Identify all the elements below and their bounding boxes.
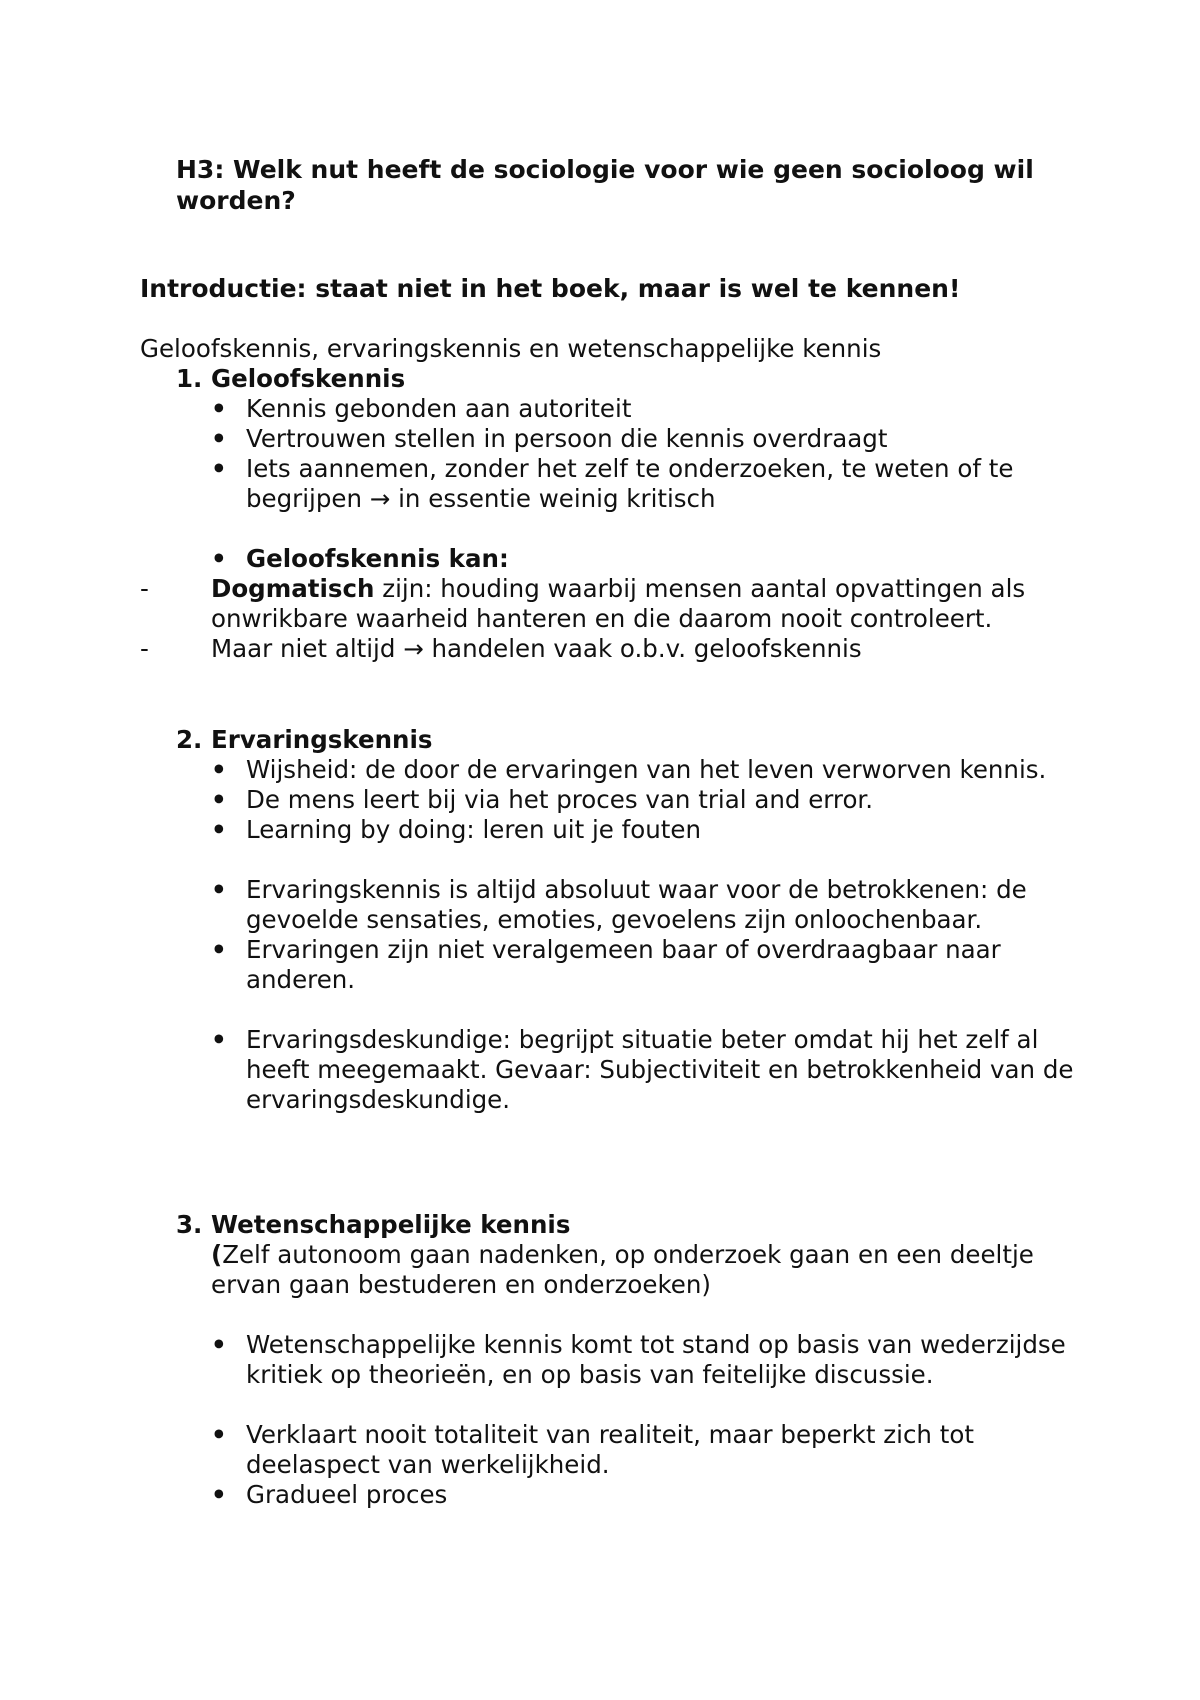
- list-item: [176, 785, 1076, 815]
- list-item-text: Gradueel proces: [246, 1480, 448, 1509]
- section-heading: [176, 725, 1076, 755]
- section-heading: [176, 1210, 1076, 1240]
- list-item: [176, 454, 1076, 514]
- note-open-paren: (: [211, 1240, 223, 1269]
- list-item: [176, 935, 1076, 995]
- bullet-list: [176, 1420, 1076, 1510]
- bullet-list: [176, 755, 1076, 845]
- bullet-icon: •: [211, 454, 227, 483]
- list-item-text: zijn: houding waarbij mensen aantal opvattingen als onwrikbare waarheid hanteren en die daarom nooit controleert.: [211, 574, 1026, 633]
- list-item-text: Ervaringen zijn niet veralgemeen baar of overdraagbaar naar anderen.: [246, 935, 1001, 994]
- list-item-text: Wijsheid: de door de ervaringen van het leven verworven kennis.: [246, 755, 1047, 784]
- list-item-text: Iets aannemen, zonder het zelf te onderzoeken, te weten of te begrijpen → in essentie weinig kritisch: [246, 454, 1014, 513]
- section-ervaringskennis: [176, 725, 1076, 1115]
- list-item-text: Kennis gebonden aan autoriteit: [246, 394, 632, 423]
- bullet-list: [176, 1025, 1076, 1115]
- list-item: [176, 394, 1076, 424]
- intro-line: Geloofskennis, ervaringskennis en wetenschappelijke kennis: [140, 334, 882, 363]
- dash-list: [140, 574, 1076, 664]
- list-item-text: Ervaringskennis is altijd absoluut waar voor de betrokkenen: de gevoelde sensaties, emoties, gevoelens zijn onloochenbaar.: [246, 875, 1027, 934]
- list-item: [176, 1480, 1076, 1510]
- section-number: 1.: [176, 364, 203, 393]
- bullet-icon: •: [211, 394, 227, 423]
- bullet-icon: •: [211, 875, 227, 904]
- bullet-list: [176, 875, 1076, 995]
- list-item: [140, 574, 1076, 634]
- bullet-icon: •: [211, 1420, 227, 1449]
- section-note: [176, 1240, 1076, 1300]
- section-heading: [176, 364, 1076, 394]
- list-item: [176, 1025, 1076, 1115]
- section-title: Geloofskennis: [211, 364, 406, 393]
- page-title: H3: Welk nut heeft de sociologie voor wie geen socioloog wil worden?: [176, 155, 1034, 215]
- list-item: [176, 815, 1076, 845]
- section-wetenschappelijke-kennis: [176, 1210, 1076, 1510]
- list-item: [176, 875, 1076, 935]
- section-title: Wetenschappelijke kennis: [211, 1210, 571, 1239]
- list-item-text: Vertrouwen stellen in persoon die kennis overdraagt: [246, 424, 888, 453]
- bullet-icon: •: [211, 1480, 227, 1509]
- list-item-text: Verklaart nooit totaliteit van realiteit, maar beperkt zich tot deelaspect van werkelijkheid.: [246, 1420, 974, 1479]
- bullet-icon: •: [211, 755, 227, 784]
- bullet-icon: •: [211, 785, 227, 814]
- bullet-icon: •: [211, 424, 227, 453]
- note-text: Zelf autonoom gaan nadenken, op onderzoek gaan en een deeltje ervan gaan bestuderen en onderzoeken): [211, 1240, 1034, 1299]
- list-item: [176, 1330, 1076, 1390]
- section-geloofskennis: [140, 364, 1076, 664]
- list-item-text: Geloofskennis kan:: [246, 544, 509, 573]
- list-item-subheading: [176, 544, 1076, 574]
- list-item-text: Wetenschappelijke kennis komt tot stand op basis van wederzijdse kritiek op theorieën, en op basis van feitelijke discussie.: [246, 1330, 1066, 1389]
- list-item-text: Maar niet altijd → handelen vaak o.b.v. geloofskennis: [211, 634, 862, 663]
- list-item: [176, 424, 1076, 454]
- list-item: [140, 634, 1076, 664]
- bullet-icon: •: [211, 1330, 227, 1359]
- bullet-icon: •: [211, 935, 227, 964]
- bullet-icon: •: [211, 544, 227, 573]
- list-item: [176, 1420, 1076, 1480]
- list-item-text: De mens leert bij via het proces van trial and error.: [246, 785, 874, 814]
- bullet-list: [176, 544, 1076, 574]
- bullet-icon: •: [211, 1025, 227, 1054]
- bullet-list: [176, 394, 1076, 514]
- intro-heading: Introductie: staat niet in het boek, maar is wel te kennen!: [140, 274, 961, 303]
- section-title: Ervaringskennis: [211, 725, 433, 754]
- dash-icon: -: [140, 574, 149, 603]
- list-item-bold: Dogmatisch: [211, 574, 375, 603]
- list-item-text: Ervaringsdeskundige: begrijpt situatie beter omdat hij het zelf al heeft meegemaakt. Gevaar: Subjectiviteit en betrokkenheid van de ervaringsdeskundige.: [246, 1025, 1074, 1114]
- dash-icon: -: [140, 634, 149, 663]
- bullet-list: [176, 1330, 1076, 1390]
- section-number: 2.: [176, 725, 203, 754]
- bullet-icon: •: [211, 815, 227, 844]
- list-item-text: Learning by doing: leren uit je fouten: [246, 815, 702, 844]
- list-item: [176, 755, 1076, 785]
- section-number: 3.: [176, 1210, 203, 1239]
